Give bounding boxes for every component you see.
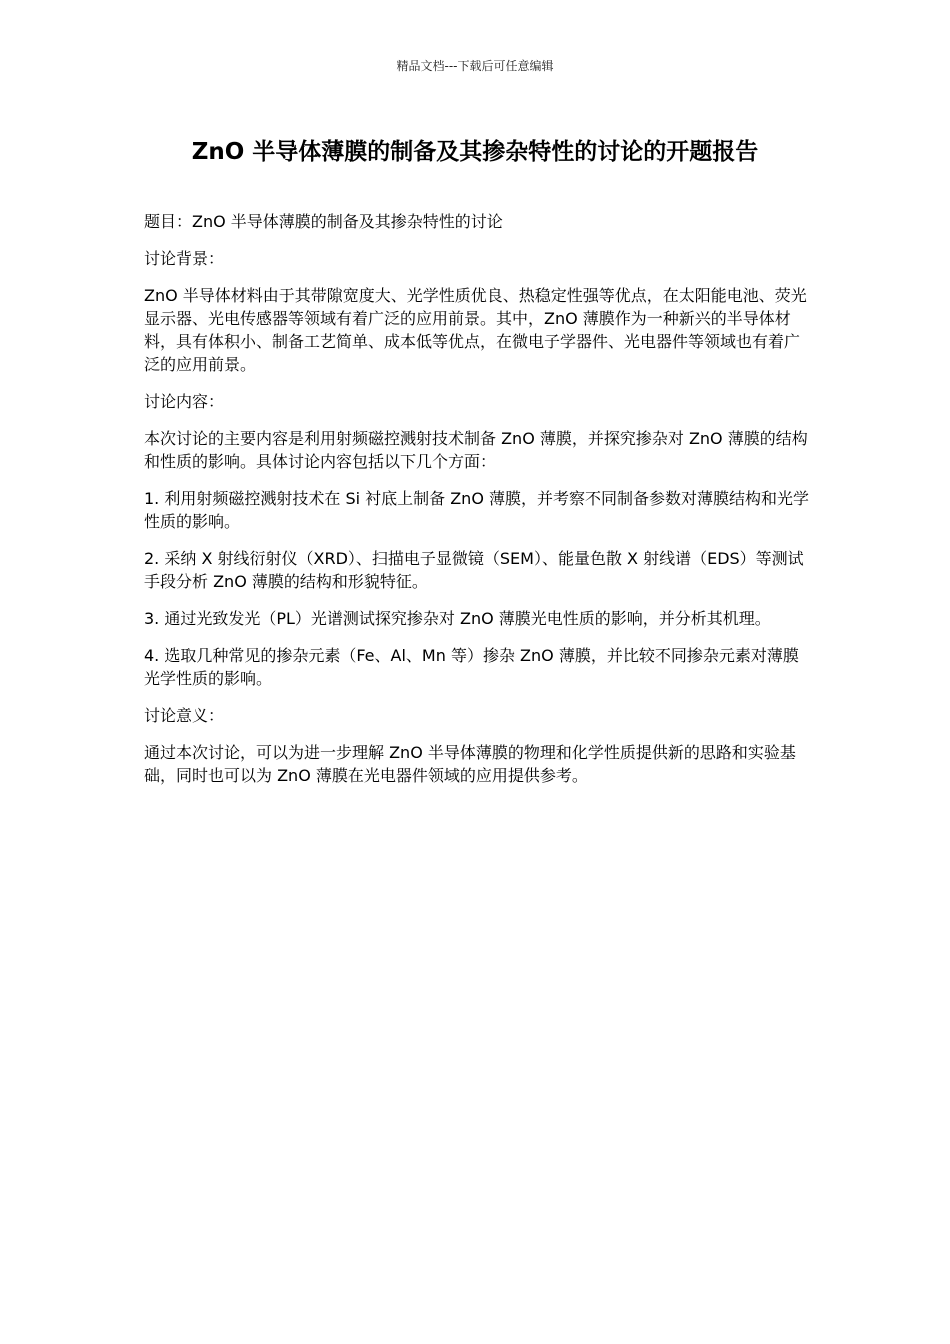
significance-paragraph: 通过本次讨论，可以为进一步理解 ZnO 半导体薄膜的物理和化学性质提供新的思路和实验基础，同时也可以为 ZnO 薄膜在光电器件领域的应用提供参考。 [144, 743, 796, 785]
content-item-3: 3. 通过光致发光（PL）光谱测试探究掺杂对 ZnO 薄膜光电性质的影响，并分析其机理。 [144, 609, 771, 628]
content-item-4: 4. 选取几种常见的掺杂元素（Fe、Al、Mn 等）掺杂 ZnO 薄膜，并比较不同掺杂元素对薄膜光学性质的影响。 [144, 646, 799, 688]
background-paragraph: ZnO 半导体材料由于其带隙宽度大、光学性质优良、热稳定性强等优点，在太阳能电池、荧光显示器、光电传感器等领域有着广泛的应用前景。其中，ZnO 薄膜作为一种新兴的半导体材料，具有体积小、制备工艺简单、成本低等优点，在微电子学器件、光电器件等领域也有着广泛的应用前景。 [144, 286, 807, 374]
section-heading-background: 讨论背景： [144, 249, 225, 268]
document-body [144, 210, 810, 801]
section-heading-content: 讨论内容： [144, 392, 225, 411]
content-item-1: 1. 利用射频磁控溅射技术在 Si 衬底上制备 ZnO 薄膜，并考察不同制备参数对薄膜结构和光学性质的影响。 [144, 489, 809, 531]
content-intro-paragraph: 本次讨论的主要内容是利用射频磁控溅射技术制备 ZnO 薄膜，并探究掺杂对 ZnO 薄膜的结构和性质的影响。具体讨论内容包括以下几个方面： [144, 429, 808, 471]
section-heading-significance: 讨论意义： [144, 706, 225, 725]
content-item-2: 2. 采纳 X 射线衍射仪（XRD）、扫描电子显微镜（SEM）、能量色散 X 射线谱（EDS）等测试手段分析 ZnO 薄膜的结构和形貌特征。 [144, 549, 804, 591]
document-title: ZnO 半导体薄膜的制备及其掺杂特性的讨论的开题报告 [191, 139, 759, 165]
page-header: 精品文档---下载后可任意编辑 [396, 59, 554, 73]
topic-line: 题目：ZnO 半导体薄膜的制备及其掺杂特性的讨论 [144, 212, 503, 231]
